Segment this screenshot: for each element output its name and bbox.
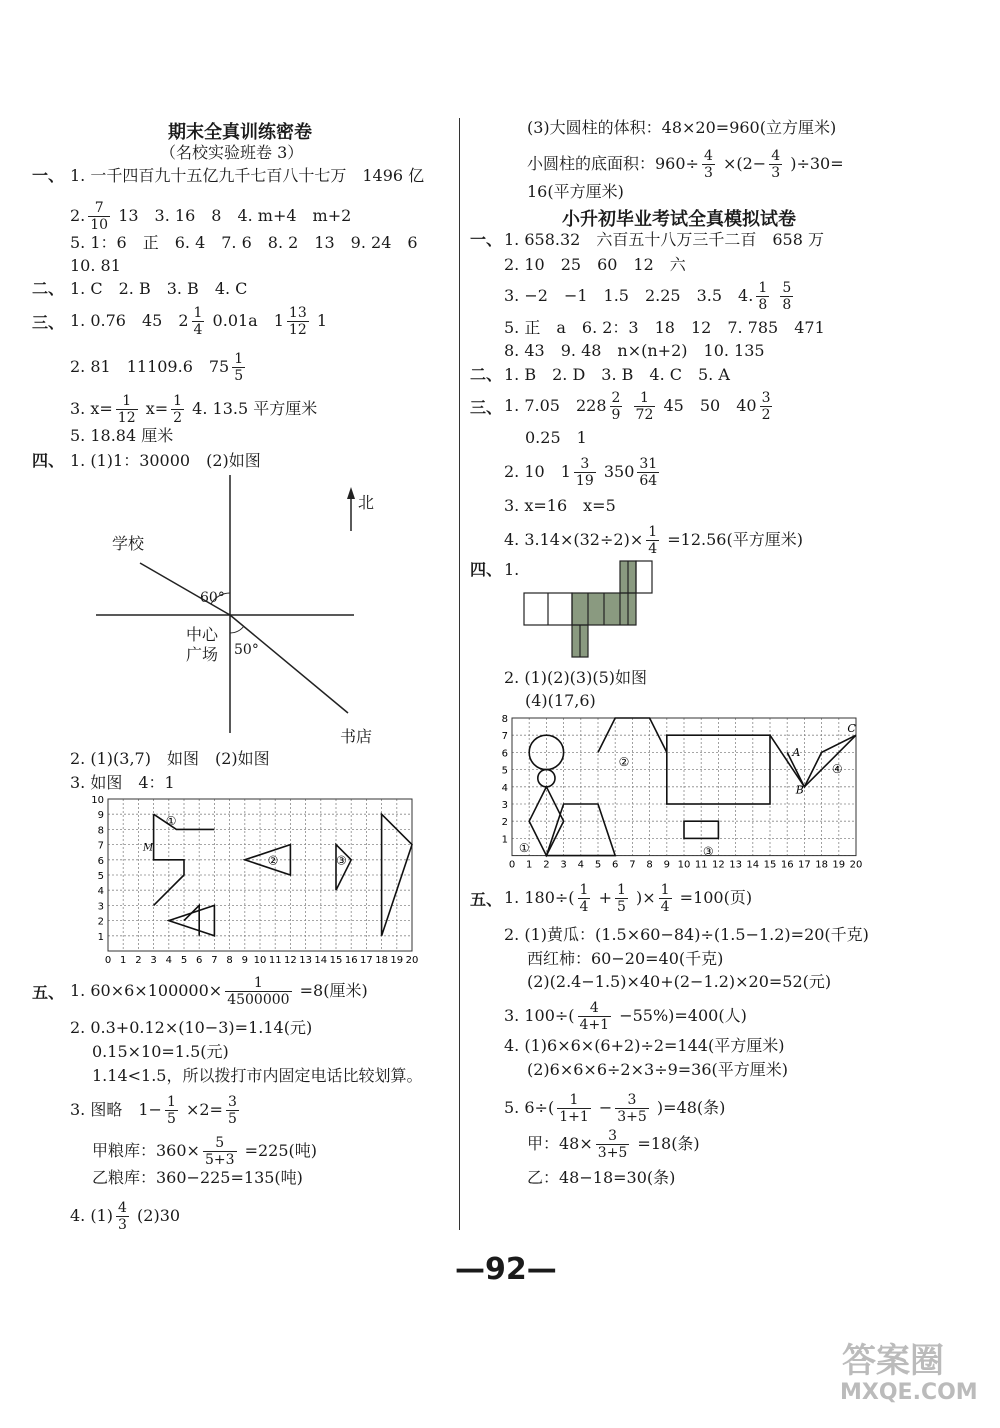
x-tick-label: 4 (165, 955, 172, 966)
section-label: 五、 (470, 890, 503, 909)
x-tick-label: 15 (763, 859, 777, 871)
marker-label: C (847, 721, 856, 735)
answer-line: 2. (1)黄瓜：(1.5×60−84)÷(1.5−1.2)=20(千克) (504, 925, 869, 944)
marker-label: ① (165, 813, 177, 828)
x-tick-label: 12 (712, 859, 725, 871)
answer-line: 0.15×10=1.5(元) (92, 1042, 229, 1061)
answer-line: 8. 43 9. 48 n×(n+2) 10. 135 (504, 341, 765, 360)
marker-label: ④ (831, 762, 843, 777)
x-tick-label: 18 (375, 955, 388, 966)
x-tick-label: 2 (135, 955, 142, 966)
x-tick-label: 3 (560, 859, 567, 871)
marker-label: ③ (702, 844, 714, 859)
answer-line: 2. 10 25 60 12 六 (504, 255, 686, 274)
x-tick-label: 13 (299, 955, 312, 966)
marker-label: ③ (336, 853, 347, 868)
y-tick-label: 9 (97, 810, 104, 822)
answer-line: 1. B 2. D 3. B 4. C 5. A (504, 365, 730, 384)
y-tick-label: 3 (97, 901, 104, 913)
coordinate-grid-right (494, 712, 874, 880)
answer-line: 2. (1)(3,7) 如图 (2)如图 (70, 749, 270, 768)
answer-line: 2. $\frac{7}{10}$ 13 3. 16 8 4. m+4 m+2 (70, 200, 352, 233)
marker-label: B (795, 783, 804, 797)
y-tick-label: 2 (501, 817, 508, 829)
y-tick-label: 2 (97, 916, 104, 928)
figure-shape (529, 735, 563, 769)
x-tick-label: 5 (594, 859, 602, 871)
y-tick-label: 10 (91, 795, 104, 806)
direction-map (90, 475, 390, 755)
x-tick-label: 18 (815, 859, 828, 871)
angle-label: 60° (200, 590, 225, 606)
x-tick-label: 7 (211, 955, 218, 966)
x-tick-label: 15 (329, 955, 343, 966)
section-label: 四、 (32, 451, 65, 470)
x-tick-label: 0 (104, 955, 112, 966)
answer-line: 2. 10 1 $\frac{3}{19}$ 350 $\frac{31}{64}$ (504, 456, 658, 489)
x-tick-label: 14 (314, 955, 328, 966)
answer-line: 1. C 2. B 3. B 4. C (70, 279, 248, 298)
x-tick-label: 16 (780, 859, 794, 871)
marker-label: ② (618, 755, 630, 770)
x-tick-label: 7 (629, 859, 636, 871)
answer-line: 甲：48× $\frac{3}{3+5}$ =18(条) (527, 1128, 700, 1161)
answer-line: 3. 100÷( $\frac{4}{4+1}$ −55%)=400(人) (504, 1000, 747, 1033)
answer-line: 10. 81 (70, 256, 121, 275)
section-label: 一、 (32, 166, 65, 185)
x-tick-label: 20 (849, 859, 863, 871)
x-tick-label: 17 (360, 955, 373, 966)
answer-line: 3. −2 −1 1.5 2.25 3.5 4. $\frac{1}{8}$ $\frac{5}{8}$ (504, 280, 792, 313)
x-tick-label: 8 (226, 955, 233, 966)
answer-line: 2. 81 11109.6 75 $\frac{1}{5}$ (70, 351, 244, 384)
answer-line: (3)大圆柱的体积：48×20=960(立方厘米) (527, 118, 837, 137)
center-label: 中心 (186, 625, 219, 644)
answer-line: 5. 正 a 6. 2：3 18 12 7. 785 471 (504, 318, 825, 337)
answer-line: 乙粮库：360−225=135(吨) (92, 1168, 303, 1187)
answer-line: 2. (1)(2)(3)(5)如图 (504, 668, 648, 687)
y-tick-label: 6 (97, 855, 104, 867)
answer-line: 1. (504, 560, 520, 579)
x-tick-label: 17 (798, 859, 811, 871)
x-tick-label: 9 (241, 955, 248, 966)
x-tick-label: 11 (694, 859, 708, 871)
marker-label: A (792, 745, 801, 759)
answer-line: 3. x=16 x=5 (504, 496, 616, 515)
y-tick-label: 8 (97, 825, 104, 837)
x-tick-label: 1 (526, 859, 533, 871)
x-tick-label: 13 (729, 859, 742, 871)
x-tick-label: 0 (508, 859, 516, 871)
y-tick-label: 5 (97, 871, 104, 882)
y-tick-label: 7 (501, 731, 508, 743)
x-tick-label: 20 (405, 955, 419, 966)
coordinate-grid-left (92, 793, 432, 973)
answer-line: 小圆柱的底面积：960÷ $\frac{4}{3}$ ×(2− $\frac{4}{3}$ )÷30= (527, 148, 844, 181)
answer-line: 西红柿：60−20=40(千克) (527, 949, 724, 968)
x-tick-label: 10 (677, 859, 691, 871)
figure-shape (336, 845, 351, 891)
answer-line: 甲粮库：360× $\frac{5}{5+3}$ =225(吨) (92, 1135, 318, 1168)
section-label: 三、 (32, 313, 65, 332)
center-label: 广场 (186, 645, 219, 664)
x-tick-label: 3 (150, 955, 157, 966)
section-label: 二、 (470, 365, 503, 384)
answer-line: (2)(2.4−1.5)×40+(2−1.2)×20=52(元) (527, 972, 832, 991)
x-tick-label: 5 (180, 955, 188, 966)
section-label: 五、 (32, 983, 65, 1002)
x-tick-label: 8 (646, 859, 653, 871)
left-title: 期末全真训练密卷 (168, 122, 312, 143)
answer-line: 1. 0.76 45 2 $\frac{1}{4}$ 0.01a 1 $\frac{13}{12}$ 1 (70, 305, 328, 338)
right-title: 小升初毕业考试全真模拟试卷 (562, 209, 796, 230)
answer-line: 3. x= $\frac{1}{12}$ x= $\frac{1}{2}$ 4. 13.5 平方厘米 (70, 393, 318, 426)
answer-line: 4. (1) $\frac{4}{3}$ (2)30 (70, 1200, 181, 1233)
answer-line: 1. 658.32 六百五十八万三千二百 658 万 (504, 230, 824, 249)
answer-line: 5. 6÷( $\frac{1}{1+1}$ − $\frac{3}{3+5}$ )=48(条) (504, 1092, 726, 1125)
store-label: 书店 (340, 727, 373, 746)
figure-shape (667, 735, 770, 804)
y-tick-label: 1 (501, 834, 508, 846)
x-tick-label: 11 (268, 955, 282, 966)
cube-net-figure (524, 561, 664, 661)
column-divider (459, 118, 460, 1230)
answer-line: 3. 图略 1− $\frac{1}{5}$ ×2= $\frac{3}{5}$ (70, 1094, 237, 1127)
y-tick-label: 4 (97, 886, 104, 898)
x-tick-label: 16 (344, 955, 358, 966)
answer-line: 1. 180÷( $\frac{1}{4}$ + $\frac{1}{5}$ )× $\frac{1}{4}$ =100(页) (504, 882, 753, 915)
section-label: 二、 (32, 279, 65, 298)
answer-line: 3. 如图 4：1 (70, 773, 175, 792)
answer-line: 1.14<1.5，所以拨打市内固定电话比较划算。 (92, 1066, 423, 1085)
answer-line: 2. 0.3+0.12×(10−3)=1.14(元) (70, 1018, 313, 1037)
page-number: —92— (455, 1252, 557, 1287)
y-tick-label: 6 (501, 748, 508, 760)
marker-label: M (142, 842, 154, 854)
x-tick-label: 1 (120, 955, 127, 966)
x-tick-label: 6 (196, 955, 203, 966)
answer-line: 1. 一千四百九十五亿九千七百八十七万 1496 亿 (70, 166, 425, 185)
y-tick-label: 4 (501, 782, 508, 794)
x-tick-label: 6 (612, 859, 619, 871)
watermark-url: MXQE.COM (840, 1380, 978, 1405)
section-label: 三、 (470, 398, 503, 417)
answer-line: 1. (1)1：30000 (2)如图 (70, 451, 261, 470)
answer-line: 1. 7.05 228 $\frac{2}{9}$ $\frac{1}{72}$ 45 50 40 $\frac{3}{2}$ (504, 390, 771, 423)
x-tick-label: 10 (253, 955, 267, 966)
section-label: 一、 (470, 230, 503, 249)
x-tick-label: 4 (577, 859, 584, 871)
answer-line: 0.25 1 (525, 428, 587, 447)
answer-line: 16(平方厘米) (527, 182, 624, 201)
answer-line: 乙：48−18=30(条) (527, 1168, 676, 1187)
angle-label: 50° (234, 642, 259, 658)
answer-line: (2)6×6×6÷2×3÷9=36(平方厘米) (527, 1060, 789, 1079)
answer-line: 4. 3.14×(32÷2)× $\frac{1}{4}$ =12.56(平方厘米) (504, 524, 803, 557)
y-tick-label: 7 (97, 840, 104, 852)
x-tick-label: 9 (663, 859, 670, 871)
x-tick-label: 14 (746, 859, 760, 871)
x-tick-label: 19 (390, 955, 404, 966)
y-tick-label: 3 (501, 800, 508, 811)
y-tick-label: 8 (501, 714, 508, 725)
answer-line: 5. 1：6 正 6. 4 7. 6 8. 2 13 9. 24 6 (70, 233, 418, 252)
marker-label: ① (518, 841, 530, 856)
marker-label: ② (267, 853, 279, 868)
figure-shape (770, 735, 856, 787)
north-label: 北 (358, 493, 375, 512)
x-tick-label: 2 (543, 859, 550, 871)
school-label: 学校 (112, 534, 145, 553)
figure-shape (169, 905, 215, 935)
answer-line: 5. 18.84 厘米 (70, 426, 174, 445)
answer-line: 4. (1)6×6×(6+2)÷2=144(平方厘米) (504, 1036, 785, 1055)
y-tick-label: 1 (97, 931, 104, 943)
section-label: 四、 (470, 560, 503, 579)
left-subtitle: （名校实验班卷 3） (160, 143, 304, 162)
x-tick-label: 12 (284, 955, 297, 966)
y-tick-label: 5 (501, 765, 508, 777)
answer-line: 1. 60×6×100000× $\frac{1}{4500000}$ =8(厘米) (70, 975, 368, 1008)
x-tick-label: 19 (832, 859, 846, 871)
watermark-logo: 答案圈 (842, 1341, 944, 1381)
answer-line: (4)(17,6) (525, 691, 596, 710)
